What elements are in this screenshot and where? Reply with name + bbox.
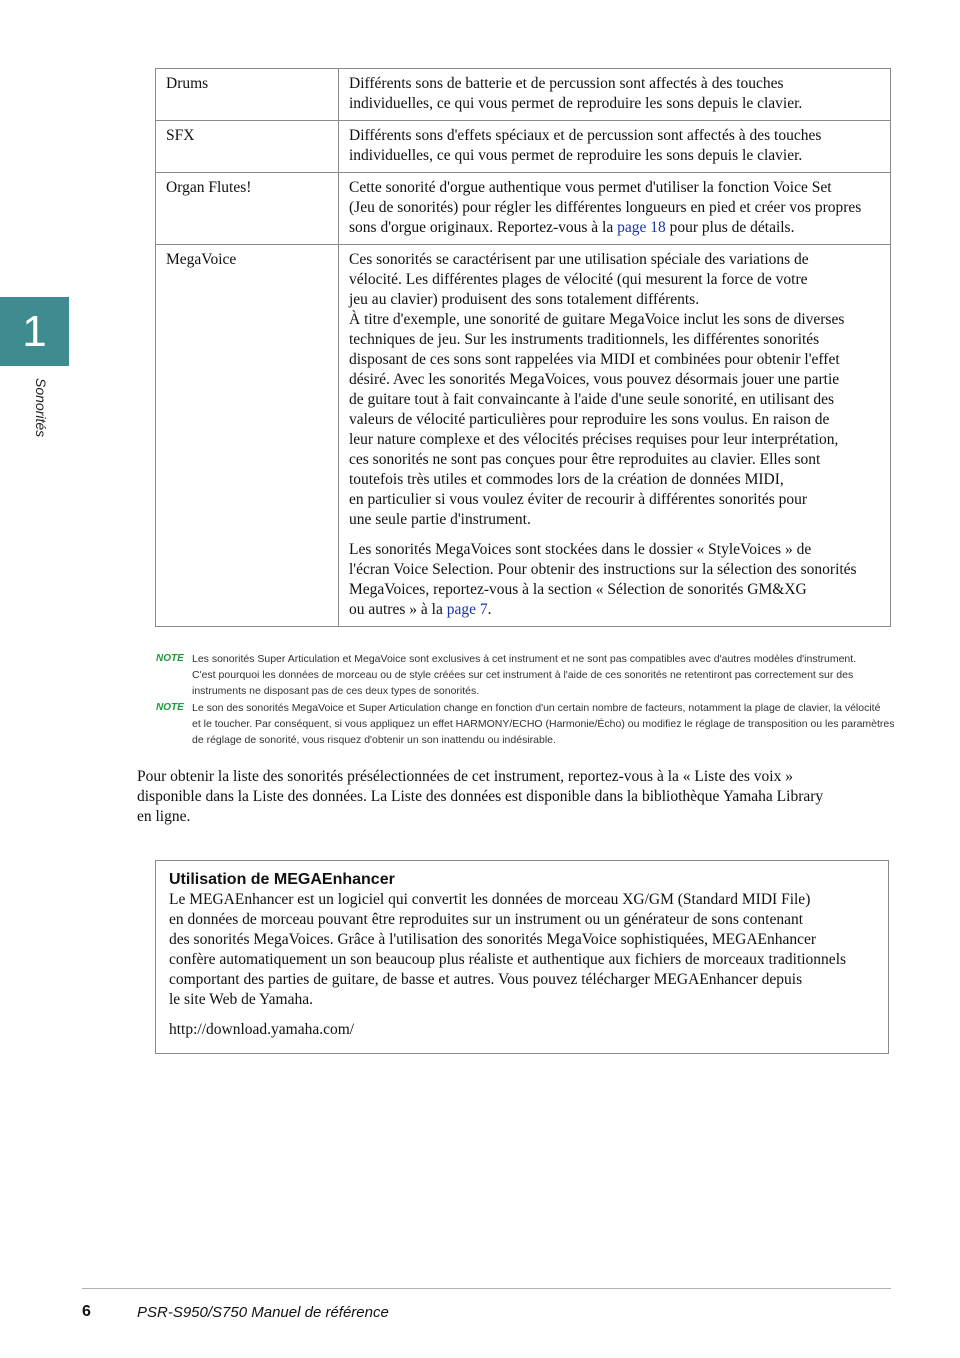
page-18-link[interactable]: page 18: [617, 219, 666, 236]
text-line: Cette sonorité d'orgue authentique vous permet d'utiliser la fonction Voice Set: [349, 179, 832, 196]
megavoice-paragraph-1: [349, 250, 880, 530]
text-line: Ces sonorités se caractérisent par une utilisation spéciale des variations de: [349, 251, 809, 268]
table-row: [156, 121, 891, 173]
text-line: Différents sons de batterie et de percussion sont affectés à des touches: [349, 75, 784, 92]
text-line: jeu au clavier) produisent des sons totalement différents.: [349, 291, 700, 308]
text-line: en ligne.: [137, 808, 191, 825]
chapter-label: Sonorités: [33, 378, 49, 438]
text-line: individuelles, ce qui vous permet de reproduire les sons depuis le clavier.: [349, 95, 803, 112]
text-line: disposant de ces sons sont rappelées via MIDI et combinées pour obtenir l'effet: [349, 351, 840, 368]
note: [156, 700, 895, 748]
page-number: 6: [82, 1303, 91, 1320]
text-line: Les sonorités MegaVoices sont stockées dans le dossier « StyleVoices » de: [349, 541, 812, 558]
text-line: Le MEGAEnhancer est un logiciel qui convertit les données de morceau XG/GM (Standard MIDI File): [169, 891, 811, 908]
text-line: leur nature complexe et des vélocités précises requises pour leur interprétation,: [349, 431, 839, 448]
text-line: valeurs de vélocité particulières pour reproduire les sons voulus. En raison de: [349, 411, 830, 428]
text-line: individuelles, ce qui vous permet de reproduire les sons depuis le clavier.: [349, 147, 803, 164]
body-paragraph: [137, 767, 877, 827]
text-line: une seule partie d'instrument.: [349, 511, 531, 528]
text-line: comportant des parties de guitare, de basse et autres. Vous pouvez télécharger MEGAEnhancer depuis: [169, 971, 803, 988]
table-row: [156, 173, 891, 245]
text-line: de réglage de sonorité, vous risquez d'obtenir un son inattendu ou indésirable.: [192, 734, 556, 746]
text-line: vélocité. Les différentes plages de vélocité (qui mesurent la force de votre: [349, 271, 808, 288]
chapter-tab: [0, 297, 69, 366]
text-line: Différents sons d'effets spéciaux et de percussion sont affectés à des touches: [349, 127, 822, 144]
text-segment: pour plus de détails.: [665, 219, 795, 236]
voice-type-description: [339, 245, 891, 627]
document-title: PSR-S950/S750 Manuel de référence: [137, 1304, 389, 1321]
voice-category-table: [155, 68, 891, 627]
note-label: NOTE: [156, 653, 184, 664]
voice-type-name: SFX: [156, 121, 339, 173]
page-7-link[interactable]: page 7: [446, 601, 488, 618]
note: [156, 651, 876, 699]
voice-type-description: [339, 173, 891, 245]
table-row: [156, 69, 891, 121]
text-line: toutefois très utiles et commodes lors de la création de données MIDI,: [349, 471, 784, 488]
box-body: [169, 890, 876, 1010]
table-row: [156, 245, 891, 627]
text-line: disponible dans la Liste des données. La Liste des données est disponible dans la bibliothèque Yamaha Library: [137, 788, 824, 805]
text-line: (Jeu de sonorités) pour régler les différentes longueurs en pied et créer vos propres: [349, 199, 862, 216]
text-line: instruments ne disposant pas de ces deux types de sonorités.: [192, 685, 480, 697]
voice-type-description: [339, 69, 891, 121]
text-line: C'est pourquoi les données de morceau ou de style créées sur cet instrument à l'aide de ces sonorités ne retentiront pas correctement sur des: [192, 669, 854, 681]
note-label: NOTE: [156, 702, 184, 713]
chapter-number: 1: [22, 306, 47, 356]
text-line: en particulier si vous voulez éviter de recourir à différentes sonorités pour: [349, 491, 808, 508]
text-line: Pour obtenir la liste des sonorités présélectionnées de cet instrument, reportez-vous à la « Liste des voix »: [137, 768, 793, 785]
download-url[interactable]: http://download.yamaha.com/: [169, 1021, 355, 1038]
text-line: Le son des sonorités MegaVoice et Super Articulation change en fonction d'un certain nombre de facteurs, notamment la plage de clavier, la vélocité: [192, 702, 881, 714]
text-line: l'écran Voice Selection. Pour obtenir des instructions sur la sélection des sonorités: [349, 561, 857, 578]
text-line: ces sonorités ne sont pas conçues pour être reproduites au clavier. Elles sont: [349, 451, 821, 468]
notes-section: [156, 651, 895, 749]
text-line: MegaVoices, reportez-vous à la section « Sélection de sonorités GM&XG: [349, 581, 807, 598]
box-title: Utilisation de MEGAEnhancer: [169, 871, 395, 888]
text-line: de guitare tout à fait convaincante à l'aide d'une seule sonorité, en utilisant des: [349, 391, 835, 408]
text-line: À titre d'exemple, une sonorité de guitare MegaVoice inclut les sons de diverses: [349, 311, 845, 328]
text-line: le site Web de Yamaha.: [169, 991, 313, 1008]
text-segment: ou autres » à la: [349, 601, 447, 618]
voice-type-name: MegaVoice: [156, 245, 339, 627]
note-text: [192, 651, 876, 699]
text-line: Les sonorités Super Articulation et MegaVoice sont exclusives à cet instrument et ne sont pas compatibles avec d'autres modèles d'instrument.: [192, 653, 857, 665]
text-line: et le toucher. Par conséquent, si vous appliquez un effet HARMONY/ECHO (Harmonie/Écho) ou modifiez le réglage de transposition ou les paramètres: [192, 718, 895, 730]
text-line: des sonorités MegaVoices. Grâce à l'utilisation des sonorités MegaVoice sophistiquées, MEGAEnhancer: [169, 931, 817, 948]
note-text: [192, 700, 895, 748]
text-line: désiré. Avec les sonorités MegaVoices, vous pouvez désormais jouer une partie: [349, 371, 840, 388]
footer-divider: [82, 1288, 891, 1289]
text-segment: sons d'orgue originaux. Reportez-vous à la: [349, 219, 618, 236]
text-line: [349, 218, 880, 238]
voice-type-name: Drums: [156, 69, 339, 121]
text-segment: .: [487, 601, 492, 618]
megavoice-paragraph-2: [349, 540, 880, 620]
megaenhancer-box: [155, 860, 889, 1054]
text-line: techniques de jeu. Sur les instruments traditionnels, les différentes sonorités: [349, 331, 820, 348]
voice-type-description: [339, 121, 891, 173]
text-line: confère automatiquement un son beaucoup plus réaliste et authentique aux fichiers de morceaux traditionnels: [169, 951, 847, 968]
voice-type-name: Organ Flutes!: [156, 173, 339, 245]
text-line: [349, 600, 880, 620]
text-line: en données de morceau pouvant être reproduites sur un instrument ou un générateur de sons contenant: [169, 911, 804, 928]
